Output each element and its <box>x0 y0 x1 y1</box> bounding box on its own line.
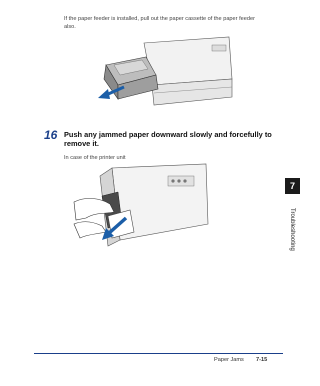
footer-rule <box>34 353 283 354</box>
paper-cassette-illustration <box>84 35 234 115</box>
footer-section-title: Paper Jams <box>214 357 244 363</box>
printer-unit-caption: In case of the printer unit <box>64 155 126 161</box>
step-number: 16 <box>44 128 58 142</box>
page-number: 7-15 <box>256 357 268 363</box>
chapter-tab: 7 <box>285 178 300 194</box>
intro-paragraph: If the paper feeder is installed, pull out the paper cassette of the paper feeder also. <box>64 16 255 30</box>
chapter-label: Troubleshooting <box>289 207 295 251</box>
remove-jammed-paper-illustration <box>72 162 210 254</box>
step-instruction: Push any jammed paper downward slowly and forcefully to remove it. <box>64 130 272 148</box>
